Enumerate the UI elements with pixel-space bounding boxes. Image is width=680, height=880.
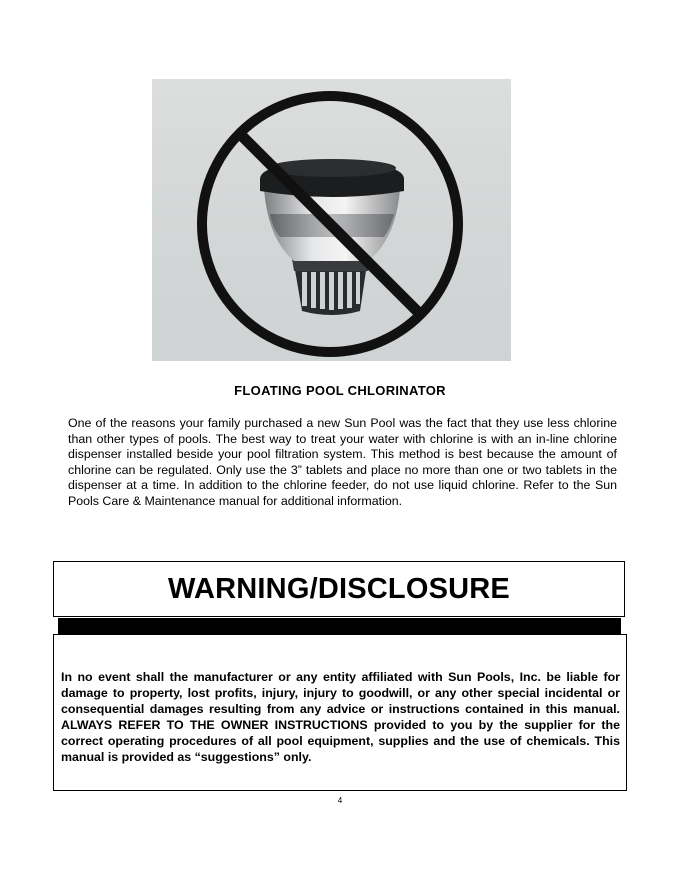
chlorinator-photo: [152, 79, 511, 361]
disclosure-box: [53, 634, 627, 791]
section-paragraph: One of the reasons your family purchased a new Sun Pool was the fact that they use less chlorine than other types of pools. The best way to treat your water with chlorine is with an in-line chlorine dispenser installed beside your pool filtration system. This method is best because the amount of chlorine can be regulated. Only use the 3” tablets and place no more than one or two tablets in the dispenser at a time. In addition to the chlorine feeder, do not use liquid chlorine. Refer to the Sun Pools Care & Maintenance manual for additional information.: [68, 416, 617, 508]
section-heading: FLOATING POOL CHLORINATOR: [234, 383, 446, 398]
warning-divider-bar: [58, 618, 621, 634]
disclosure-text: In no event shall the manufacturer or any entity affiliated with Sun Pools, Inc. be liable for damage to property, lost profits, injury, injury to goodwill, or any other special incidental or consequential damages resulting from any advice or instructions contained in this manual. ALWAYS REFER TO THE OWNER INSTRUCTIONS provided to you by the supplier for the correct operating procedures of all pool equipment, supplies and the use of chemicals. This manual is provided as “suggestions” only.: [61, 670, 620, 764]
warning-title-box: [53, 561, 625, 617]
warning-title: WARNING/DISCLOSURE: [168, 572, 510, 605]
page-number: 4: [337, 796, 343, 805]
